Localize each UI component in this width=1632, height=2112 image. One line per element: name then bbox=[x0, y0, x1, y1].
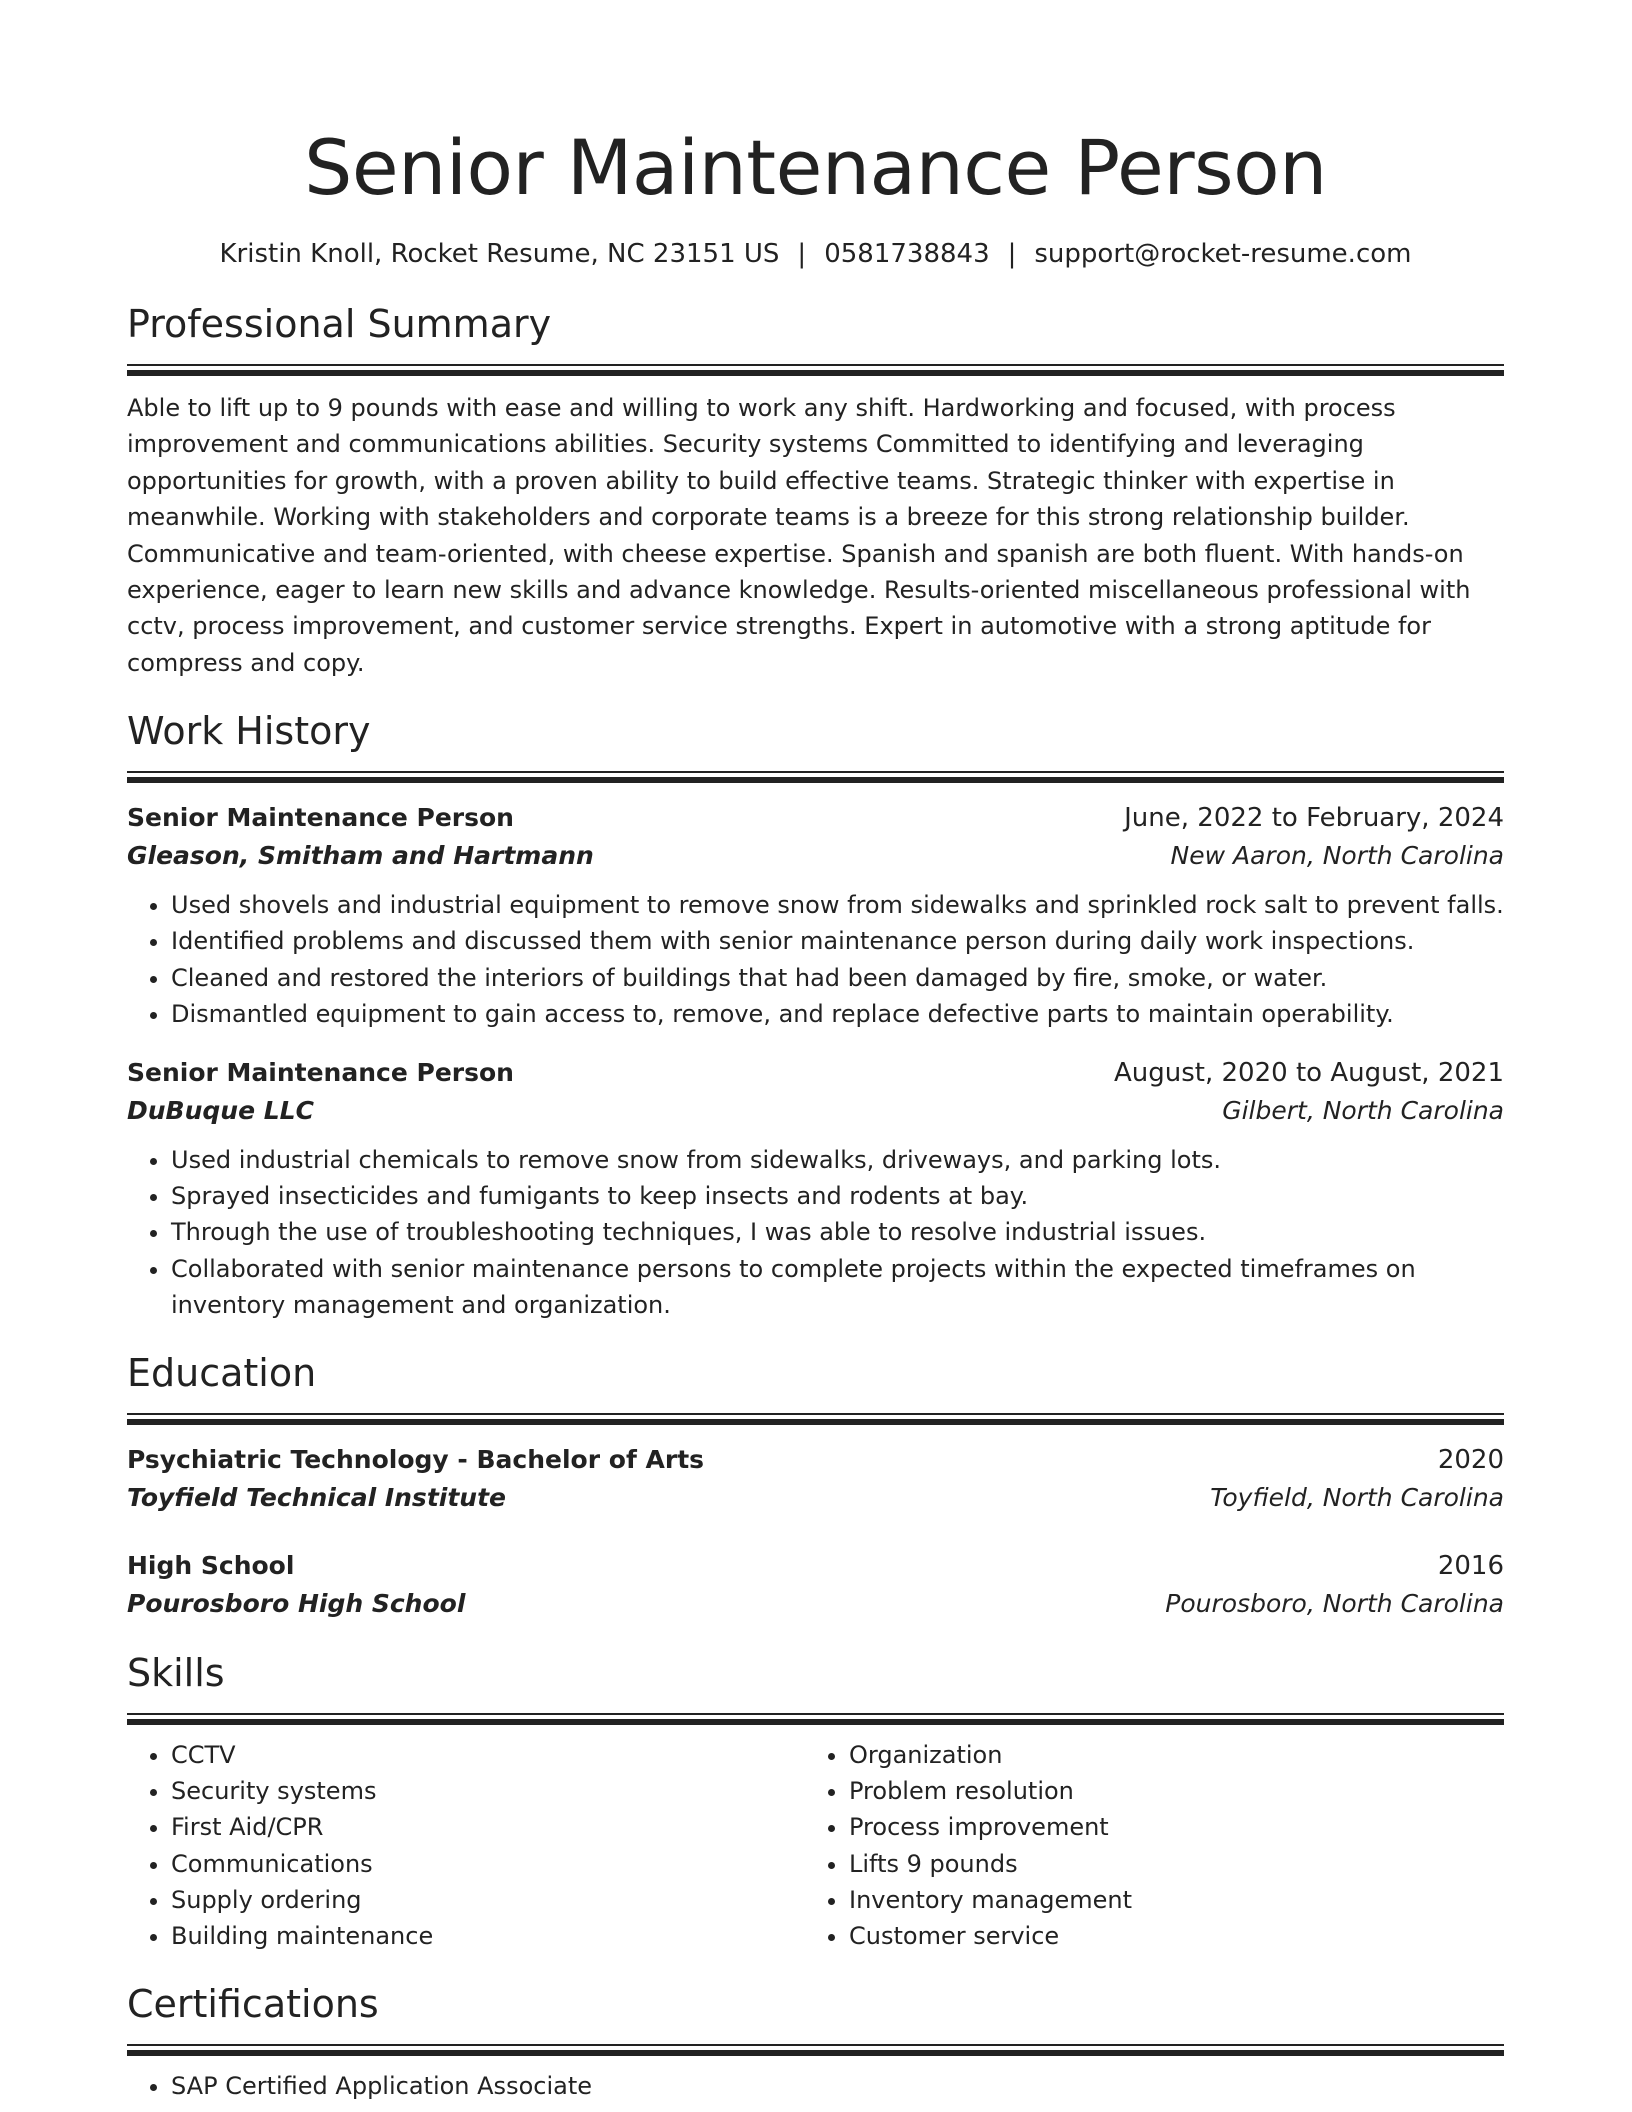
skills-columns bbox=[127, 1737, 1504, 1954]
education-degree: Psychiatric Technology - Bachelor of Arts bbox=[127, 1445, 705, 1475]
resume-page bbox=[127, 0, 1504, 2105]
section-divider bbox=[127, 364, 1504, 376]
contact-address: Kristin Knoll, Rocket Resume, NC 23151 US bbox=[219, 239, 780, 269]
section-heading-skills: Skills bbox=[127, 1651, 225, 1696]
education-degree: High School bbox=[127, 1551, 295, 1581]
summary-text: Able to lift up to 9 pounds with ease and willing to work any shift. Hardworking and focused, with process improvement and communications abilities. Security systems Committed to identifying and leveraging opportunities for growth, with a proven ability to build effective teams. Strategic thinker with expertise in meanwhile. Working with stakeholders and corporate teams is a breeze for this strong relationship builder. Communicative and team-oriented, with cheese expertise. Spanish and spanish are both fluent. With hands-on experience, eager to learn new skills and advance knowledge. Results-oriented miscellaneous professional with cctv, process improvement, and customer service strengths. Expert in automotive with a strong aptitude for compress and copy. bbox=[127, 394, 1471, 677]
skill-item: • Inventory management bbox=[849, 1882, 1483, 1918]
education-entry bbox=[127, 1441, 1504, 1517]
education-location: Pourosboro, North Carolina bbox=[1165, 1589, 1504, 1619]
skill-item: • CCTV bbox=[171, 1737, 805, 1773]
education-school: Toyfield Technical Institute bbox=[127, 1483, 506, 1513]
certifications-section bbox=[127, 1978, 1504, 2104]
section-divider bbox=[127, 1713, 1504, 1725]
section-divider bbox=[127, 2044, 1504, 2056]
job-bullet: • Used shovels and industrial equipment to remove snow from sidewalks and sprinkled rock salt to prevent falls. bbox=[171, 887, 1504, 923]
job-location: Gilbert, North Carolina bbox=[1222, 1096, 1504, 1126]
job-title: Senior Maintenance Person bbox=[127, 803, 514, 833]
skill-item: • Communications bbox=[171, 1846, 805, 1882]
skill-item: • Building maintenance bbox=[171, 1918, 805, 1954]
job-bullets bbox=[127, 1142, 1504, 1323]
skill-item: • Organization bbox=[849, 1737, 1483, 1773]
skills-section bbox=[127, 1647, 1504, 1954]
skill-item: • First Aid/CPR bbox=[171, 1809, 805, 1845]
job-company: DuBuque LLC bbox=[127, 1096, 314, 1126]
contact-separator: | bbox=[797, 239, 807, 269]
job-bullet: • Used industrial chemicals to remove snow from sidewalks, driveways, and parking lots. bbox=[171, 1142, 1504, 1178]
section-divider bbox=[127, 771, 1504, 783]
skill-item: • Security systems bbox=[171, 1773, 805, 1809]
contact-separator: | bbox=[1007, 239, 1017, 269]
work-section bbox=[127, 705, 1504, 1323]
skill-item: • Customer service bbox=[849, 1918, 1483, 1954]
job-bullet: • Identified problems and discussed them with senior maintenance person during daily work inspections. bbox=[171, 923, 1504, 959]
education-entry bbox=[127, 1547, 1504, 1623]
job-entry bbox=[127, 1054, 1504, 1323]
certification-item: • SAP Certified Application Associate bbox=[171, 2068, 1504, 2104]
job-bullet: • Through the use of troubleshooting techniques, I was able to resolve industrial issues. bbox=[171, 1214, 1504, 1250]
skill-item: • Lifts 9 pounds bbox=[849, 1846, 1483, 1882]
certifications-list bbox=[127, 2068, 1504, 2104]
job-bullet: • Sprayed insecticides and fumigants to keep insects and rodents at bay. bbox=[171, 1178, 1504, 1214]
education-section bbox=[127, 1347, 1504, 1623]
job-entry bbox=[127, 799, 1504, 1032]
job-dates: August, 2020 to August, 2021 bbox=[1114, 1058, 1504, 1089]
job-bullets bbox=[127, 887, 1504, 1032]
section-heading-work: Work History bbox=[127, 709, 371, 754]
resume-title: Senior Maintenance Person bbox=[304, 123, 1327, 212]
job-bullet: • Dismantled equipment to gain access to, remove, and replace defective parts to maintain operability. bbox=[171, 996, 1504, 1032]
skills-list-right bbox=[805, 1737, 1483, 1954]
education-school: Pourosboro High School bbox=[127, 1589, 466, 1619]
education-location: Toyfield, North Carolina bbox=[1210, 1483, 1504, 1513]
section-heading-summary: Professional Summary bbox=[127, 302, 552, 346]
education-year: 2020 bbox=[1437, 1445, 1504, 1476]
summary-section bbox=[127, 298, 1504, 681]
section-heading-education: Education bbox=[127, 1351, 317, 1396]
skills-list-left bbox=[127, 1737, 805, 1954]
contact-line bbox=[127, 236, 1504, 272]
job-dates: June, 2022 to February, 2024 bbox=[1124, 803, 1504, 834]
contact-phone: 0581738843 bbox=[824, 239, 990, 269]
job-bullet: • Cleaned and restored the interiors of buildings that had been damaged by fire, smoke, or water. bbox=[171, 960, 1504, 996]
education-year: 2016 bbox=[1437, 1551, 1504, 1582]
skill-item: • Supply ordering bbox=[171, 1882, 805, 1918]
job-bullet: • Collaborated with senior maintenance persons to complete projects within the expected timeframes on inventory management and organization. bbox=[171, 1251, 1504, 1323]
skill-item: • Process improvement bbox=[849, 1809, 1483, 1845]
job-title: Senior Maintenance Person bbox=[127, 1058, 514, 1088]
contact-email: support@rocket-resume.com bbox=[1034, 239, 1412, 269]
job-company: Gleason, Smitham and Hartmann bbox=[127, 841, 594, 871]
skill-item: • Problem resolution bbox=[849, 1773, 1483, 1809]
section-divider bbox=[127, 1413, 1504, 1425]
section-heading-certifications: Certifications bbox=[127, 1982, 379, 2027]
job-location: New Aaron, North Carolina bbox=[1170, 841, 1504, 871]
